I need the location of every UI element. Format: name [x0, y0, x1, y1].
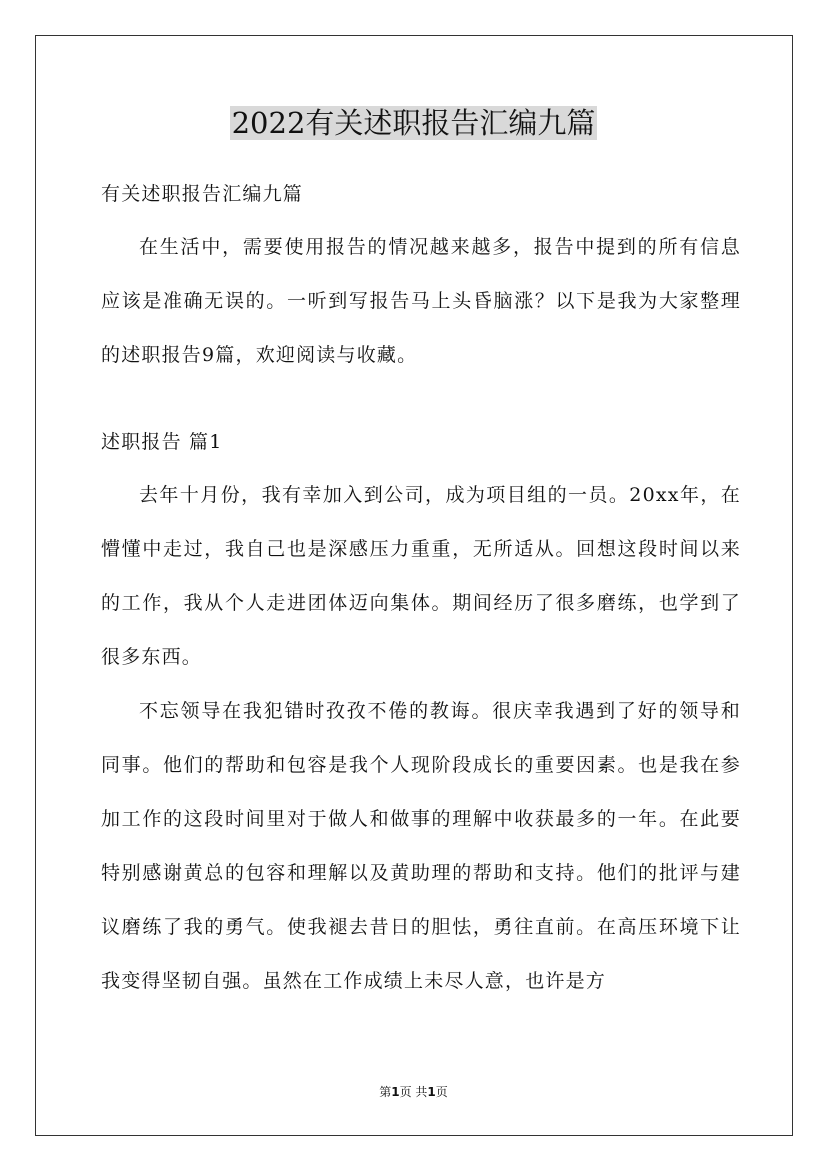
- page-prefix: 第: [379, 1085, 392, 1099]
- page-suffix: 页: [435, 1085, 448, 1099]
- page-current: 1: [391, 1085, 400, 1099]
- document-subtitle: 有关述职报告汇编九篇: [101, 183, 304, 205]
- document-title: [0, 104, 827, 142]
- page-mid: 页 共: [399, 1085, 428, 1099]
- document-title-text: 2022有关述职报告汇编九篇: [231, 106, 596, 140]
- spacer: [101, 460, 741, 468]
- body-paragraph-2: 不忘领导在我犯错时孜孜不倦的教诲。很庆幸我遇到了好的领导和同事。他们的帮助和包容是我个人现阶段成长的重要因素。也是我在参加工作的这段时间里对于做人和做事的理解中收获最多的一年。在此要特别感谢黄总的包容和理解以及黄助理的帮助和支持。他们的批评与建议磨练了我的勇气。使我褪去昔日的胆怯，勇往直前。在高压环境下让我变得坚韧自强。虽然在工作成绩上未尽人意，也许是方: [101, 700, 741, 992]
- spacer: [101, 212, 741, 220]
- page-total: 1: [427, 1085, 436, 1099]
- body-paragraph-1: 去年十月份，我有幸加入到公司，成为项目组的一员。20xx年，在懵懂中走过，我自己也是深感压力重重，无所适从。回想这段时间以来的工作，我从个人走进团体迈向集体。期间经历了很多磨练，也学到了很多东西。: [101, 484, 741, 668]
- document-body: [101, 176, 741, 1008]
- section-heading: 述职报告 篇1: [101, 431, 223, 453]
- intro-paragraph: 在生活中，需要使用报告的情况越来越多，报告中提到的所有信息应该是准确无误的。一听到写报告马上头昏脑涨？以下是我为大家整理的述职报告9篇，欢迎阅读与收藏。: [101, 236, 741, 366]
- page-footer: [0, 1084, 827, 1100]
- spacer: [101, 382, 741, 424]
